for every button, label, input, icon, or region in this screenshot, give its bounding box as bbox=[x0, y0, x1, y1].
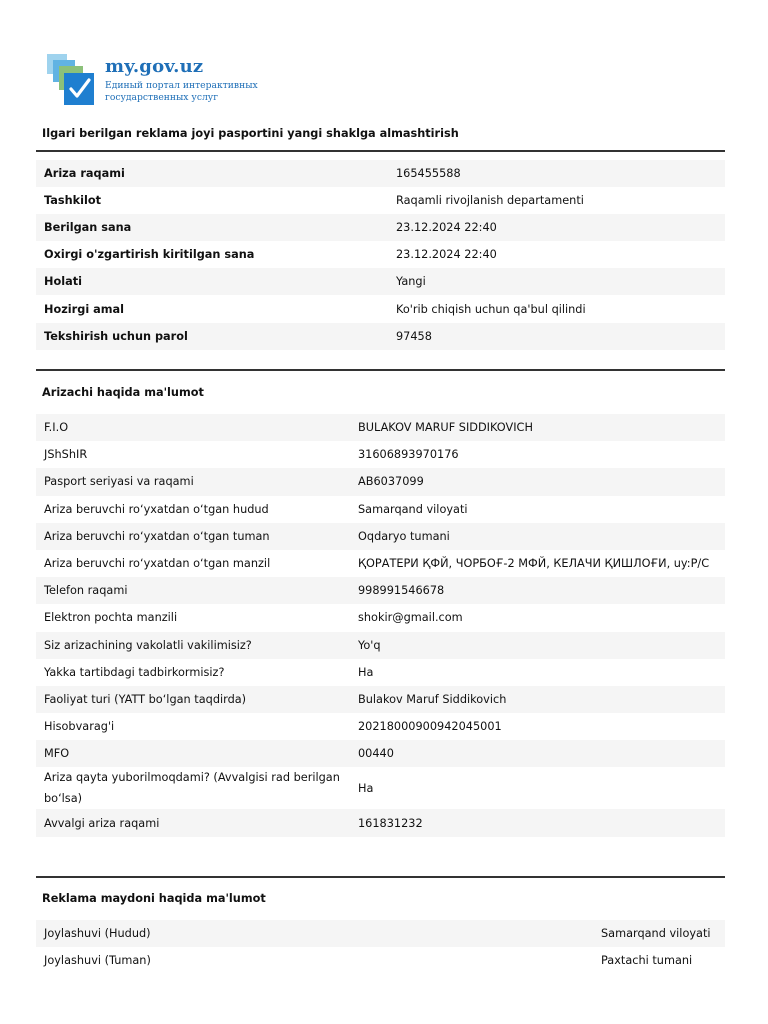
table-row bbox=[36, 241, 725, 268]
table-row bbox=[36, 604, 725, 631]
field-value: 20218000900942045001 bbox=[358, 720, 502, 734]
field-value: Oqdaryo tumani bbox=[350, 523, 725, 550]
field-label: Tekshirish uchun parol bbox=[36, 323, 388, 350]
field-label: Ariza beruvchi ro‘yxatdan o‘tgan manzil bbox=[44, 557, 271, 571]
field-label: MFO bbox=[36, 740, 350, 767]
field-value: AB6037099 bbox=[350, 468, 725, 495]
field-label: Ariza raqami bbox=[36, 160, 388, 187]
table-row bbox=[36, 740, 725, 767]
table-row bbox=[36, 496, 725, 523]
field-label: Elektron pochta manzili bbox=[44, 611, 178, 625]
table-row bbox=[36, 659, 725, 686]
field-label: Yakka tartibdagi tadbirkormisiz? bbox=[44, 665, 225, 679]
document-title: Ilgari berilgan reklama joyi pasportini yangi shaklga almashtirish bbox=[42, 127, 459, 140]
table-row bbox=[36, 550, 725, 577]
field-label: Ariza beruvchi ro‘yxatdan o‘tgan hudud bbox=[44, 502, 269, 516]
field-label: Berilgan sana bbox=[36, 214, 388, 241]
field-value: Ha bbox=[358, 665, 374, 679]
field-label: Hozirgi amal bbox=[44, 302, 125, 316]
field-value: BULAKOV MARUF SIDDIKOVICH bbox=[350, 414, 725, 441]
table-row bbox=[36, 713, 725, 740]
field-value: 998991546678 bbox=[350, 577, 725, 604]
table-row bbox=[36, 295, 725, 322]
field-label: Hisobvarag'i bbox=[44, 720, 115, 734]
table-row bbox=[36, 686, 725, 713]
table-row bbox=[36, 414, 725, 441]
field-value: ҚОРАТЕРИ ҚФЙ, ЧОРБОҒ-2 МФЙ, КЕЛАЧИ ҚИШЛОҒИ, uy:P/C bbox=[358, 557, 710, 571]
field-label: Siz arizachining vakolatli vakilimisiz? bbox=[36, 632, 350, 659]
field-label: Joylashuvi (Tuman) bbox=[44, 954, 151, 967]
table-row bbox=[36, 468, 725, 495]
field-label: Tashkilot bbox=[44, 194, 102, 208]
field-label: Oxirgi o'zgartirish kiritilgan sana bbox=[44, 248, 255, 262]
table-row bbox=[36, 187, 725, 214]
table-row bbox=[36, 809, 725, 836]
table-row bbox=[36, 441, 725, 468]
field-value: 165455588 bbox=[388, 160, 725, 187]
field-value: Raqamli rivojlanish departamenti bbox=[396, 194, 584, 208]
logo-title: my.gov.uz bbox=[105, 56, 204, 77]
table-row bbox=[36, 632, 725, 659]
field-value: 161831232 bbox=[350, 809, 725, 836]
divider bbox=[36, 369, 725, 371]
checkmark-logo-icon bbox=[46, 54, 100, 108]
field-label: Avvalgi ariza raqami bbox=[36, 809, 350, 836]
field-value: Ha bbox=[358, 781, 374, 795]
ad-space-table bbox=[36, 920, 725, 974]
table-row bbox=[36, 323, 725, 350]
field-value: 97458 bbox=[388, 323, 725, 350]
field-value: Bulakov Maruf Siddikovich bbox=[350, 686, 725, 713]
applicant-table bbox=[36, 414, 725, 837]
table-row bbox=[36, 577, 725, 604]
table-row bbox=[36, 268, 725, 295]
application-table bbox=[36, 160, 725, 350]
field-value: 23.12.2024 22:40 bbox=[396, 248, 497, 262]
divider bbox=[36, 876, 725, 878]
field-label: Faoliyat turi (YATT bo‘lgan taqdirda) bbox=[36, 686, 350, 713]
table-row bbox=[36, 920, 725, 947]
field-label: Pasport seriyasi va raqami bbox=[36, 468, 350, 495]
field-value: Yo'q bbox=[350, 632, 725, 659]
field-label: F.I.O bbox=[36, 414, 350, 441]
table-row bbox=[36, 523, 725, 550]
field-value: 00440 bbox=[350, 740, 725, 767]
ad-space-section-title: Reklama maydoni haqida ma'lumot bbox=[42, 892, 266, 905]
field-label: JShShIR bbox=[44, 448, 88, 462]
table-row bbox=[36, 160, 725, 187]
table-row bbox=[36, 214, 725, 241]
field-label: Ariza beruvchi ro‘yxatdan o‘tgan tuman bbox=[36, 523, 350, 550]
table-row bbox=[36, 947, 725, 974]
table-row bbox=[36, 767, 725, 809]
field-value: 23.12.2024 22:40 bbox=[388, 214, 725, 241]
field-value: Yangi bbox=[388, 268, 725, 295]
field-label: Telefon raqami bbox=[36, 577, 350, 604]
field-label: Joylashuvi (Hudud) bbox=[36, 920, 593, 947]
logo-subtitle: Единый портал интерактивных государственных услуг bbox=[105, 80, 258, 103]
field-value: 31606893970176 bbox=[358, 448, 459, 462]
field-label: Ariza qayta yuborilmoqdami? (Avvalgisi rad berilgan bo‘lsa) bbox=[44, 771, 340, 806]
portal-logo bbox=[46, 54, 286, 110]
field-value: Samarqand viloyati bbox=[593, 920, 725, 947]
field-label: Holati bbox=[36, 268, 388, 295]
field-value: Ko'rib chiqish uchun qa'bul qilindi bbox=[396, 302, 586, 316]
applicant-section-title: Arizachi haqida ma'lumot bbox=[42, 386, 204, 399]
field-value: Samarqand viloyati bbox=[358, 502, 468, 516]
field-value: shokir@gmail.com bbox=[358, 611, 463, 625]
field-value: Paxtachi tumani bbox=[601, 954, 693, 967]
divider bbox=[36, 150, 725, 152]
